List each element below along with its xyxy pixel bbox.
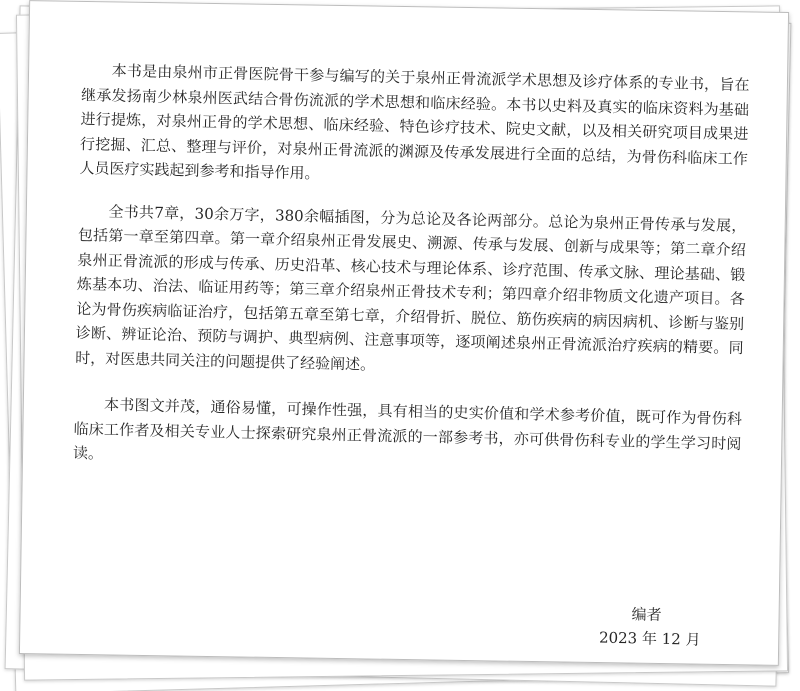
preface-body bbox=[72, 58, 750, 501]
paragraph-value: 本书图文并茂，通俗易懂，可操作性强，具有相当的史实价值和学术参考价值，既可作为骨伤科临床工作者及相关专业人士探索研究泉州正骨流派的一部参考书，亦可供骨伤科专业的学生学习时阅读。 bbox=[72, 395, 743, 463]
paragraph-intro: 本书是由泉州市正骨医院骨干参与编写的关于泉州正骨流派学术思想及诊疗体系的专业书，旨在继承发扬南少林泉州医武结合骨伤流派的学术思想和临床经验。本书以史料及真实的临床资料为基础进行提炼，对泉州正骨的学术思想、临床经验、特色诊疗技术、院史文献，以及相关研究项目成果进行挖掘、汇总、整理与评价，对泉州正骨流派的渊源及传承发展进行全面的总结，为骨伤科临床工作人员医疗实践起到参考和指导作用。 bbox=[79, 61, 750, 183]
signature-date: 2023 年 12 月 bbox=[598, 628, 701, 649]
signature-author: 编者 bbox=[631, 605, 662, 624]
paragraph-contents: 全书共7章，30余万字，380余幅插图，分为总论及各论两部分。总论为泉州正骨传承与发展，包括第一章至第四章。第一章介绍泉州正骨发展史、溯源、传承与发展、创新与成果等；第二章介绍泉州正骨流派的形成与传承、历史沿革、核心技术与理论体系、诊疗范围、传承文脉、理论基础、锻炼基本功、治法、临证用药等；第三章介绍泉州正骨技术专利；第四章介绍非物质文化遗产项目。各论为骨伤疾病临证治疗，包括第五章至第七章，介绍骨折、脱位、筋伤疾病的病因病机、诊断与鉴别诊断、辨证论治、预防与调护、典型病例、注意事项等，逐项阐述泉州正骨流派治疗疾病的精要。同时，对医患共同关注的问题提供了经验阐述。 bbox=[75, 202, 747, 374]
